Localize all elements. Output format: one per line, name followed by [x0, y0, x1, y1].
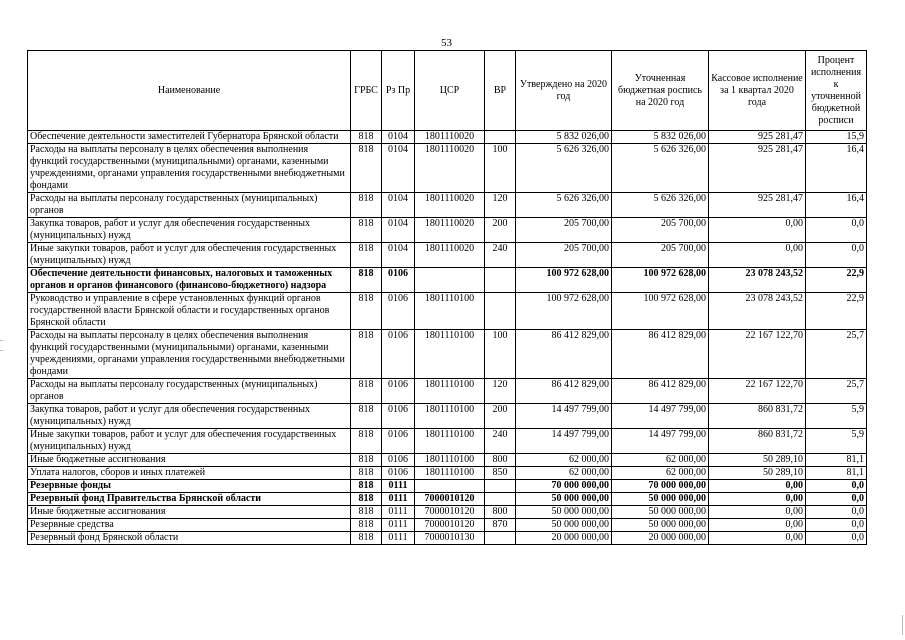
cell-percent: 5,9 [806, 404, 867, 429]
cell-name: Закупка товаров, работ и услуг для обеспечения государственных (муниципальных) нужд [28, 218, 351, 243]
cell-vr [485, 131, 516, 144]
cell-name: Резервные средства [28, 519, 351, 532]
cell-rz-pr: 0106 [382, 404, 415, 429]
cell-vr: 240 [485, 429, 516, 454]
cell-rz-pr: 0104 [382, 144, 415, 193]
cell-percent: 0,0 [806, 243, 867, 268]
cell-cash: 925 281,47 [709, 131, 806, 144]
cell-name: Резервный фонд Брянской области [28, 532, 351, 545]
cell-name: Расходы на выплаты персоналу государственных (муниципальных) органов [28, 379, 351, 404]
cell-approved: 205 700,00 [516, 218, 612, 243]
cell-rz-pr: 0106 [382, 429, 415, 454]
cell-cash: 0,00 [709, 532, 806, 545]
cell-refined: 20 000 000,00 [612, 532, 709, 545]
cell-csr: 7000010120 [415, 506, 485, 519]
cell-grbs: 818 [351, 144, 382, 193]
cell-name: Иные бюджетные ассигнования [28, 506, 351, 519]
cell-grbs: 818 [351, 493, 382, 506]
cell-vr: 870 [485, 519, 516, 532]
cell-name: Резервный фонд Правительства Брянской области [28, 493, 351, 506]
cell-csr: 1801110100 [415, 454, 485, 467]
cell-vr: 850 [485, 467, 516, 480]
cell-name: Иные закупки товаров, работ и услуг для обеспечения государственных (муниципальных) нужд [28, 429, 351, 454]
table-row [28, 193, 867, 218]
cell-grbs: 818 [351, 243, 382, 268]
cell-name: Расходы на выплаты персоналу в целях обеспечения выполнения функций государственными (муниципальными) органами, казенными учреждениями, органами управления государственными внебюджетными фондами [28, 144, 351, 193]
header-csr: ЦСР [415, 51, 485, 131]
cell-refined: 50 000 000,00 [612, 519, 709, 532]
table-row [28, 467, 867, 480]
header-rz-pr: Рз Пр [382, 51, 415, 131]
cell-csr: 1801110020 [415, 218, 485, 243]
cell-grbs: 818 [351, 454, 382, 467]
cell-grbs: 818 [351, 404, 382, 429]
cell-approved: 5 626 326,00 [516, 144, 612, 193]
cell-csr: 1801110100 [415, 467, 485, 480]
cell-rz-pr: 0104 [382, 193, 415, 218]
cell-percent: 0,0 [806, 519, 867, 532]
cell-refined: 86 412 829,00 [612, 379, 709, 404]
cell-rz-pr: 0106 [382, 268, 415, 293]
cell-rz-pr: 0111 [382, 532, 415, 545]
cell-grbs: 818 [351, 429, 382, 454]
cell-name: Резервные фонды [28, 480, 351, 493]
cell-refined: 205 700,00 [612, 218, 709, 243]
scan-edge-mark [0, 350, 3, 351]
cell-csr: 1801110020 [415, 144, 485, 193]
cell-vr [485, 480, 516, 493]
cell-name: Иные бюджетные ассигнования [28, 454, 351, 467]
cell-cash: 0,00 [709, 218, 806, 243]
cell-csr [415, 268, 485, 293]
cell-csr: 1801110100 [415, 429, 485, 454]
table-row [28, 519, 867, 532]
cell-approved: 100 972 628,00 [516, 268, 612, 293]
cell-csr: 7000010130 [415, 532, 485, 545]
cell-name: Обеспечение деятельности заместителей Губернатора Брянской области [28, 131, 351, 144]
table-body [28, 131, 867, 545]
cell-approved: 62 000,00 [516, 467, 612, 480]
table-row [28, 480, 867, 493]
cell-cash: 0,00 [709, 506, 806, 519]
cell-cash: 860 831,72 [709, 404, 806, 429]
cell-rz-pr: 0111 [382, 480, 415, 493]
cell-grbs: 818 [351, 218, 382, 243]
cell-percent: 0,0 [806, 532, 867, 545]
cell-rz-pr: 0111 [382, 493, 415, 506]
cell-approved: 14 497 799,00 [516, 429, 612, 454]
header-cash: Кассовое исполнение за 1 квартал 2020 года [709, 51, 806, 131]
cell-percent: 22,9 [806, 293, 867, 330]
cell-name: Иные закупки товаров, работ и услуг для обеспечения государственных (муниципальных) нужд [28, 243, 351, 268]
page-number: 53 [441, 37, 452, 49]
cell-cash: 22 167 122,70 [709, 330, 806, 379]
table-row [28, 532, 867, 545]
cell-vr [485, 268, 516, 293]
table-row [28, 330, 867, 379]
cell-cash: 860 831,72 [709, 429, 806, 454]
cell-percent: 81,1 [806, 454, 867, 467]
table-row [28, 429, 867, 454]
cell-csr: 7000010120 [415, 519, 485, 532]
cell-grbs: 818 [351, 268, 382, 293]
cell-approved: 70 000 000,00 [516, 480, 612, 493]
header-name: Наименование [28, 51, 351, 131]
cell-grbs: 818 [351, 379, 382, 404]
header-approved: Утверждено на 2020 год [516, 51, 612, 131]
cell-vr: 800 [485, 506, 516, 519]
cell-cash: 0,00 [709, 493, 806, 506]
cell-cash: 50 289,10 [709, 467, 806, 480]
table-row [28, 454, 867, 467]
cell-vr: 100 [485, 330, 516, 379]
cell-name: Расходы на выплаты персоналу государственных (муниципальных) органов [28, 193, 351, 218]
cell-vr: 120 [485, 379, 516, 404]
cell-grbs: 818 [351, 193, 382, 218]
cell-percent: 25,7 [806, 330, 867, 379]
cell-approved: 86 412 829,00 [516, 330, 612, 379]
cell-rz-pr: 0104 [382, 218, 415, 243]
budget-table [27, 50, 867, 545]
cell-vr [485, 493, 516, 506]
cell-refined: 14 497 799,00 [612, 429, 709, 454]
cell-grbs: 818 [351, 293, 382, 330]
cell-cash: 925 281,47 [709, 144, 806, 193]
cell-percent: 25,7 [806, 379, 867, 404]
cell-approved: 62 000,00 [516, 454, 612, 467]
cell-cash: 0,00 [709, 243, 806, 268]
cell-refined: 86 412 829,00 [612, 330, 709, 379]
table-row [28, 293, 867, 330]
cell-name: Обеспечение деятельности финансовых, налоговых и таможенных органов и органов финансового (финансово-бюджетного) надзора [28, 268, 351, 293]
cell-approved: 14 497 799,00 [516, 404, 612, 429]
cell-name: Уплата налогов, сборов и иных платежей [28, 467, 351, 480]
cell-percent: 16,4 [806, 144, 867, 193]
table-row [28, 268, 867, 293]
cell-rz-pr: 0106 [382, 293, 415, 330]
cell-csr: 1801110020 [415, 131, 485, 144]
cell-csr: 1801110020 [415, 193, 485, 218]
cell-percent: 0,0 [806, 218, 867, 243]
cell-vr: 120 [485, 193, 516, 218]
cell-approved: 5 626 326,00 [516, 193, 612, 218]
table-row [28, 493, 867, 506]
cell-refined: 5 626 326,00 [612, 144, 709, 193]
cell-vr [485, 532, 516, 545]
table-row [28, 144, 867, 193]
cell-csr: 1801110100 [415, 330, 485, 379]
cell-vr: 800 [485, 454, 516, 467]
cell-grbs: 818 [351, 467, 382, 480]
cell-grbs: 818 [351, 330, 382, 379]
cell-refined: 5 626 326,00 [612, 193, 709, 218]
cell-rz-pr: 0106 [382, 454, 415, 467]
cell-csr: 1801110100 [415, 379, 485, 404]
cell-percent: 15,9 [806, 131, 867, 144]
cell-rz-pr: 0111 [382, 506, 415, 519]
cell-grbs: 818 [351, 131, 382, 144]
cell-grbs: 818 [351, 519, 382, 532]
cell-rz-pr: 0106 [382, 379, 415, 404]
cell-csr: 1801110100 [415, 293, 485, 330]
cell-refined: 50 000 000,00 [612, 493, 709, 506]
table-row [28, 218, 867, 243]
cell-vr: 200 [485, 404, 516, 429]
cell-cash: 22 167 122,70 [709, 379, 806, 404]
cell-refined: 62 000,00 [612, 467, 709, 480]
cell-vr [485, 293, 516, 330]
cell-percent: 22,9 [806, 268, 867, 293]
cell-approved: 205 700,00 [516, 243, 612, 268]
cell-percent: 0,0 [806, 480, 867, 493]
cell-cash: 23 078 243,52 [709, 268, 806, 293]
cell-cash: 50 289,10 [709, 454, 806, 467]
cell-cash: 23 078 243,52 [709, 293, 806, 330]
cell-grbs: 818 [351, 532, 382, 545]
cell-percent: 81,1 [806, 467, 867, 480]
cell-csr [415, 480, 485, 493]
cell-vr: 240 [485, 243, 516, 268]
header-percent: Процент исполнения к уточненной бюджетной росписи [806, 51, 867, 131]
cell-cash: 925 281,47 [709, 193, 806, 218]
cell-approved: 5 832 026,00 [516, 131, 612, 144]
cell-cash: 0,00 [709, 480, 806, 493]
cell-percent: 0,0 [806, 493, 867, 506]
cell-rz-pr: 0104 [382, 243, 415, 268]
cell-vr: 100 [485, 144, 516, 193]
scan-edge-mark [0, 340, 3, 341]
cell-name: Закупка товаров, работ и услуг для обеспечения государственных (муниципальных) нужд [28, 404, 351, 429]
header-refined: Уточненная бюджетная роспись на 2020 год [612, 51, 709, 131]
scan-edge-mark [902, 615, 903, 635]
cell-approved: 50 000 000,00 [516, 506, 612, 519]
cell-rz-pr: 0104 [382, 131, 415, 144]
cell-rz-pr: 0106 [382, 467, 415, 480]
cell-refined: 5 832 026,00 [612, 131, 709, 144]
cell-cash: 0,00 [709, 519, 806, 532]
cell-name: Расходы на выплаты персоналу в целях обеспечения выполнения функций государственными (муниципальными) органами, казенными учреждениями, органами управления государственными внебюджетными фондами [28, 330, 351, 379]
cell-percent: 16,4 [806, 193, 867, 218]
cell-vr: 200 [485, 218, 516, 243]
cell-approved: 50 000 000,00 [516, 519, 612, 532]
cell-approved: 50 000 000,00 [516, 493, 612, 506]
table-row [28, 404, 867, 429]
table-header-row [28, 51, 867, 131]
table-row [28, 131, 867, 144]
cell-approved: 100 972 628,00 [516, 293, 612, 330]
table-row [28, 243, 867, 268]
cell-csr: 1801110020 [415, 243, 485, 268]
cell-percent: 5,9 [806, 429, 867, 454]
cell-approved: 86 412 829,00 [516, 379, 612, 404]
cell-approved: 20 000 000,00 [516, 532, 612, 545]
cell-refined: 70 000 000,00 [612, 480, 709, 493]
cell-rz-pr: 0111 [382, 519, 415, 532]
cell-refined: 14 497 799,00 [612, 404, 709, 429]
cell-csr: 7000010120 [415, 493, 485, 506]
header-vr: ВР [485, 51, 516, 131]
cell-refined: 62 000,00 [612, 454, 709, 467]
cell-refined: 205 700,00 [612, 243, 709, 268]
cell-grbs: 818 [351, 506, 382, 519]
cell-refined: 100 972 628,00 [612, 268, 709, 293]
cell-percent: 0,0 [806, 506, 867, 519]
cell-grbs: 818 [351, 480, 382, 493]
cell-refined: 100 972 628,00 [612, 293, 709, 330]
cell-name: Руководство и управление в сфере установленных функций органов государственной власти Брянской области и государственных органов Брянской области [28, 293, 351, 330]
cell-csr: 1801110100 [415, 404, 485, 429]
cell-refined: 50 000 000,00 [612, 506, 709, 519]
table-row [28, 506, 867, 519]
header-grbs: ГРБС [351, 51, 382, 131]
cell-rz-pr: 0106 [382, 330, 415, 379]
table-row [28, 379, 867, 404]
